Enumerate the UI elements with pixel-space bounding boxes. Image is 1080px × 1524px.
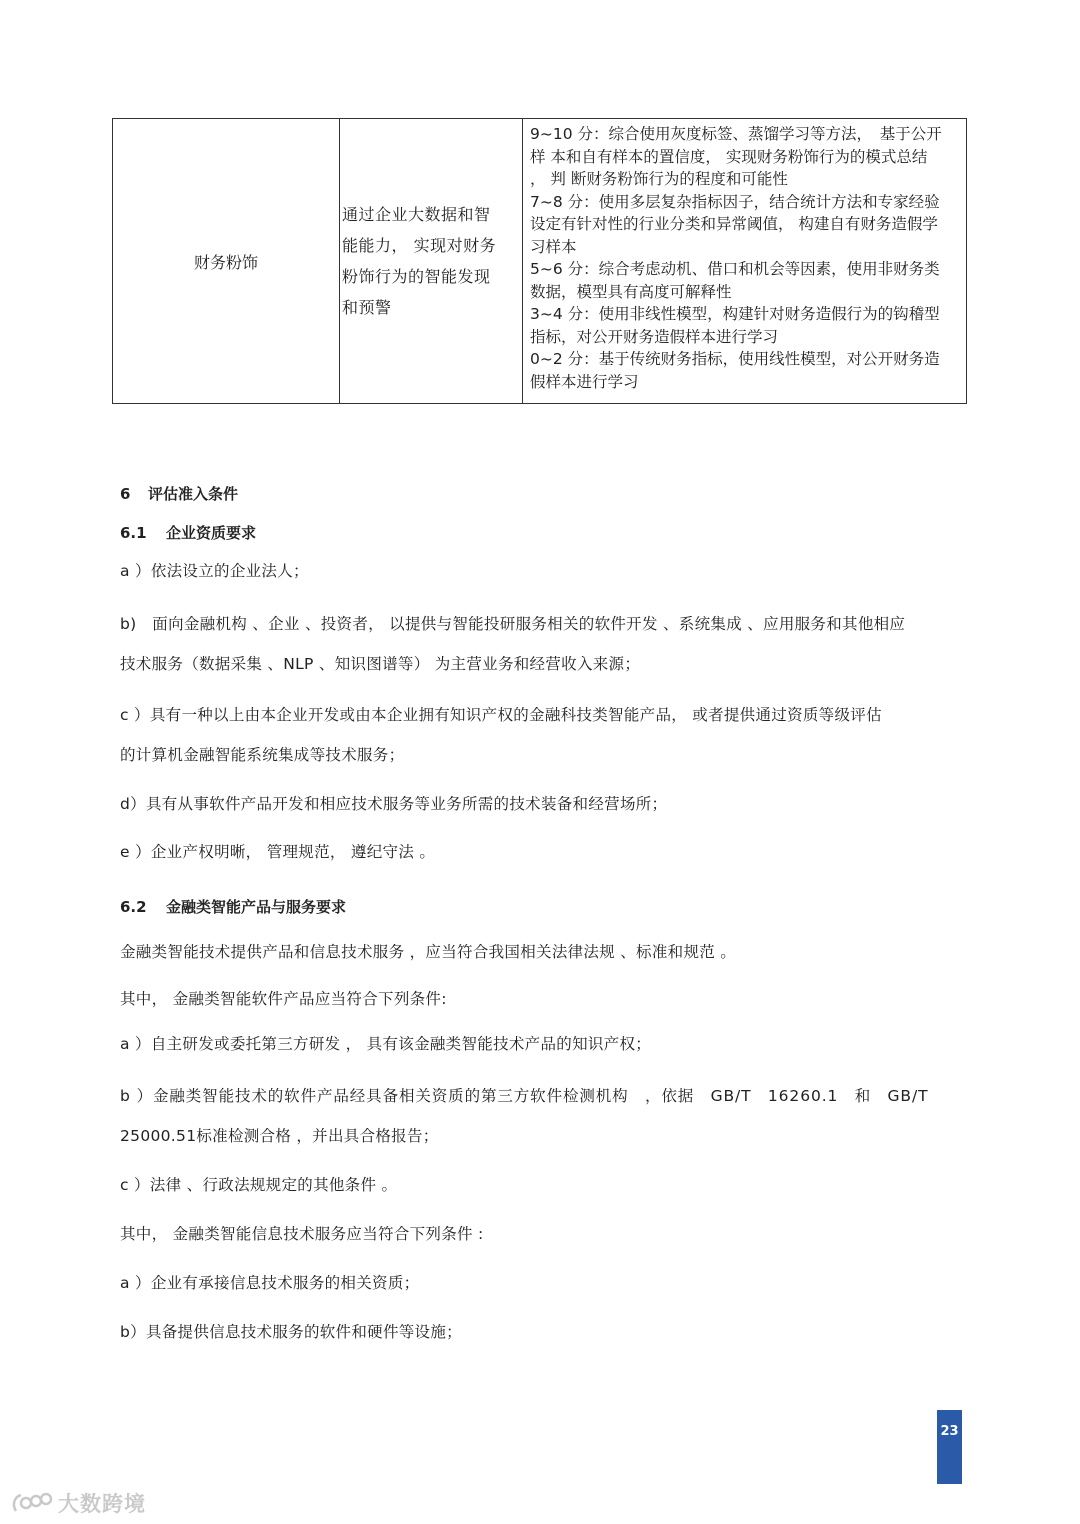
qualification-item-b-line2: 技术服务（数据采集 、NLP 、知识图谱等） 为主营业务和经营收入来源； <box>120 655 641 673</box>
table-row <box>113 119 967 404</box>
software-item-b-line2: 25000.51标准检测合格 ，并出具合格报告； <box>120 1127 439 1145</box>
section-6-heading <box>120 483 238 504</box>
software-item-a: a ）自主研发或委托第三方研发 ， 具有该金融类智能技术产品的知识产权； <box>120 1035 652 1053</box>
grade-line: 假样本进行学习 <box>530 372 639 391</box>
qualification-item-b-line1: b) 面向金融机构 、企业 、投资者， 以提供与智能投研服务相关的软件开发 、系统集成 、应用服务和其他相应 <box>120 615 906 633</box>
watermark-logo-icon <box>10 1489 54 1517</box>
indicator-name: 财务粉饰 <box>193 252 258 272</box>
grade-line: 指标，对公开财务造假样本进行学习 <box>530 327 779 346</box>
page-number: 23 <box>940 1424 959 1439</box>
qualification-item-c-line2: 的计算机金融智能系统集成等技术服务； <box>120 746 405 764</box>
section-6-2-heading <box>120 896 346 917</box>
grading-criteria-cell <box>523 119 967 404</box>
grade-line: 设定有针对性的行业分类和异常阈值， 构建自有财务造假学 <box>530 215 938 233</box>
service-intro: 其中， 金融类智能信息技术服务应当符合下列条件 : <box>120 1225 484 1243</box>
grade-line: 数据，模型具有高度可解释性 <box>530 282 732 301</box>
grade-line: 5~6 分：综合考虑动机、借口和机会等因素，使用非财务类 <box>530 260 940 278</box>
section-number: 6.2 <box>120 898 147 916</box>
grade-line: 3~4 分：使用非线性模型，构建针对财务造假行为的钩稽型 <box>530 305 940 323</box>
grade-line: 9~10 分：综合使用灰度标签、蒸馏学习等方法， 基于公开 <box>530 125 942 143</box>
watermark-text: 大数跨境 <box>58 1492 146 1516</box>
software-intro: 其中， 金融类智能软件产品应当符合下列条件: <box>120 990 447 1008</box>
page-number-badge <box>937 1410 962 1484</box>
watermark <box>10 1488 146 1518</box>
products-intro: 金融类智能技术提供产品和信息技术服务 ，应当符合我国相关法律法规 、标准和规范 。 <box>120 943 737 961</box>
service-item-b: b）具备提供信息技术服务的软件和硬件等设施； <box>120 1323 462 1341</box>
indicator-name-cell <box>113 119 340 404</box>
description-line: 粉饰行为的智能发现 <box>342 267 491 286</box>
grade-line: 7~8 分：使用多层复杂指标因子，结合统计方法和专家经验 <box>530 192 940 211</box>
section-title: 评估准入条件 <box>148 485 239 503</box>
qualification-item-e: e ）企业产权明晰， 管理规范， 遵纪守法 。 <box>120 843 436 861</box>
qualification-item-c-line1: c ）具有一种以上由本企业开发或由本企业拥有知识产权的金融科技类智能产品， 或者提供通过资质等级评估 <box>120 706 882 724</box>
section-number: 6.1 <box>120 524 147 542</box>
score-table <box>112 118 967 404</box>
grade-line: 样 本和自有样本的置信度， 实现财务粉饰行为的模式总结 <box>530 147 928 166</box>
qualification-item-d: d）具有从事软件产品开发和相应技术服务等业务所需的技术装备和经营场所； <box>120 795 668 813</box>
description-line: 能能力， 实现对财务 <box>342 236 497 255</box>
description-line: 和预警 <box>342 298 392 317</box>
section-title: 金融类智能产品与服务要求 <box>166 898 347 916</box>
software-item-c: c ）法律 、行政法规规定的其他条件 。 <box>120 1176 398 1194</box>
qualification-item-a: a ）依法设立的企业法人； <box>120 562 309 580</box>
section-title: 企业资质要求 <box>166 524 257 542</box>
grade-line: 0~2 分：基于传统财务指标，使用线性模型，对公开财务造 <box>530 350 940 368</box>
service-item-a: a ）企业有承接信息技术服务的相关资质； <box>120 1274 420 1292</box>
section-6-1-heading <box>120 522 256 543</box>
software-item-b-line1: b ）金融类智能技术的软件产品经具备相关资质的第三方软件检测机构 ，依据 GB/T 16260.1 和 GB/T <box>120 1087 929 1105</box>
indicator-description-cell <box>340 119 523 404</box>
grade-line: ， 判 断财务粉饰行为的程度和可能性 <box>530 170 788 188</box>
description-line: 通过企业大数据和智 <box>342 205 491 224</box>
section-number: 6 <box>120 485 131 503</box>
grade-line: 习样本 <box>530 237 577 256</box>
